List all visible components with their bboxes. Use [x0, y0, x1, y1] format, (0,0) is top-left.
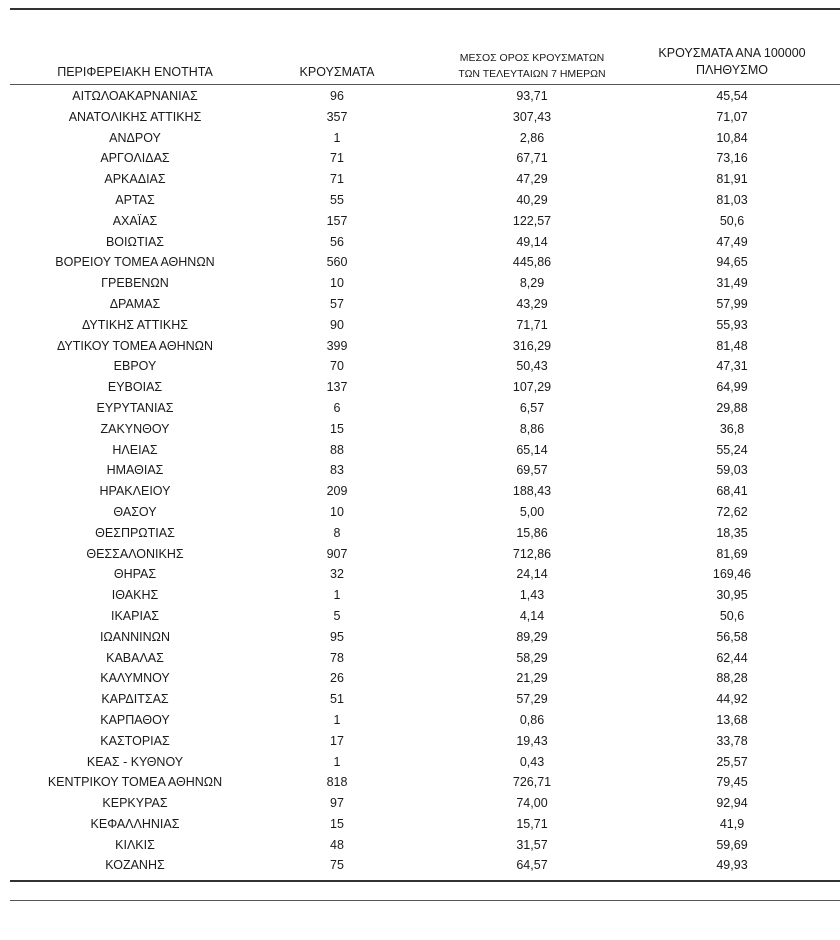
- table-row: [0, 544, 840, 565]
- header-avg-line1: ΜΕΣΟΣ ΟΡΟΣ ΚΡΟΥΣΜΑΤΩΝ: [459, 52, 605, 64]
- region-cell: ΚΙΛΚΙΣ: [115, 837, 155, 852]
- cases-cell: 71: [330, 151, 344, 166]
- table-row: [0, 148, 840, 169]
- cases-per-100000-cell: 169,46: [712, 567, 752, 582]
- cases-per-100000-cell: 81,03: [716, 192, 748, 207]
- region-cell: ΘΕΣΣΑΛΟΝΙΚΗΣ: [86, 546, 184, 561]
- cases-per-100000-cell: 92,94: [716, 796, 748, 811]
- cases-per-100000-cell: 49,93: [716, 858, 748, 873]
- region-cell: ΘΕΣΠΡΩΤΙΑΣ: [95, 525, 175, 540]
- table-header: [0, 0, 840, 84]
- cases-cell: 51: [330, 692, 344, 707]
- header-avg-line2: ΤΩΝ ΤΕΛΕΥΤΑΙΩΝ 7 ΗΜΕΡΩΝ: [458, 68, 606, 80]
- avg-7-days-cell: 67,71: [516, 151, 548, 166]
- region-cell: ΕΥΒΟΙΑΣ: [107, 380, 163, 395]
- cases-cell: 6: [333, 400, 341, 415]
- cases-cell: 10: [330, 504, 344, 519]
- cases-cell: 5: [333, 608, 341, 623]
- avg-7-days-cell: 19,43: [516, 733, 548, 748]
- cases-per-100000-cell: 81,48: [716, 338, 748, 353]
- cases-cell: 560: [326, 255, 348, 270]
- table-row: [0, 731, 840, 752]
- cases-cell: 15: [330, 421, 344, 436]
- cases-cell: 26: [330, 671, 344, 686]
- cases-per-100000-cell: 79,45: [716, 775, 748, 790]
- cases-per-100000-cell: 59,69: [716, 837, 748, 852]
- cases-cell: 71: [330, 172, 344, 187]
- table-row: [0, 814, 840, 835]
- avg-7-days-cell: 57,29: [516, 692, 548, 707]
- avg-7-days-cell: 43,29: [516, 296, 548, 311]
- cases-per-100000-cell: 56,58: [716, 629, 748, 644]
- region-cell: ΓΡΕΒΕΝΩΝ: [101, 276, 169, 291]
- avg-7-days-cell: 307,43: [512, 109, 552, 124]
- table-row: [0, 273, 840, 294]
- table-row: [0, 523, 840, 544]
- region-cell: ΒΟΡΕΙΟΥ ΤΟΜΕΑ ΑΘΗΝΩΝ: [55, 255, 215, 270]
- cases-per-100000-cell: 29,88: [716, 400, 748, 415]
- region-cell: ΘΑΣΟΥ: [113, 504, 157, 519]
- region-cell: ΗΡΑΚΛΕΙΟΥ: [99, 484, 171, 499]
- cases-cell: 357: [326, 109, 348, 124]
- table-row: [0, 440, 840, 461]
- cases-per-100000-cell: 36,8: [719, 421, 745, 436]
- cases-per-100000-cell: 62,44: [716, 650, 748, 665]
- avg-7-days-cell: 74,00: [516, 796, 548, 811]
- avg-7-days-cell: 5,00: [519, 504, 545, 519]
- cases-per-100000-cell: 88,28: [716, 671, 748, 686]
- table-row: [0, 627, 840, 648]
- avg-7-days-cell: 2,86: [519, 130, 545, 145]
- cases-per-100000-cell: 55,24: [716, 442, 748, 457]
- cases-per-100000-cell: 45,54: [716, 89, 748, 103]
- avg-7-days-cell: 89,29: [516, 629, 548, 644]
- cases-cell: 95: [330, 629, 344, 644]
- region-cell: ΖΑΚΥΝΘΟΥ: [100, 421, 170, 436]
- region-cell: ΑΡΚΑΔΙΑΣ: [104, 172, 166, 187]
- region-cell: ΚΕΑΣ - ΚΥΘΝΟΥ: [86, 754, 184, 769]
- avg-7-days-cell: 8,29: [519, 276, 545, 291]
- cases-cell: 97: [330, 796, 344, 811]
- region-cell: ΚΑΒΑΛΑΣ: [106, 650, 164, 665]
- cases-cell: 818: [326, 775, 348, 790]
- avg-7-days-cell: 122,57: [512, 213, 552, 228]
- cases-per-100000-cell: 55,93: [716, 317, 748, 332]
- table-row: [0, 419, 840, 440]
- table-row: [0, 315, 840, 336]
- avg-7-days-cell: 0,43: [519, 754, 545, 769]
- cases-per-100000-cell: 81,91: [716, 172, 748, 187]
- cases-cell: 157: [326, 213, 348, 228]
- cases-cell: 1: [333, 130, 341, 145]
- header-avg-7-days: [432, 50, 632, 82]
- region-cell: ΗΛΕΙΑΣ: [112, 442, 158, 457]
- region-cell: ΚΕΦΑΛΛΗΝΙΑΣ: [90, 816, 180, 831]
- table-row: [0, 835, 840, 856]
- region-cell: ΚΕΝΤΡΙΚΟΥ ΤΟΜΕΑ ΑΘΗΝΩΝ: [47, 775, 223, 790]
- cases-cell: 96: [330, 89, 344, 103]
- cases-cell: 70: [330, 359, 344, 374]
- table-row: [0, 752, 840, 773]
- table-row: [0, 356, 840, 377]
- avg-7-days-cell: 49,14: [516, 234, 548, 249]
- avg-7-days-cell: 21,29: [516, 671, 548, 686]
- region-cell: ΚΕΡΚΥΡΑΣ: [102, 796, 168, 811]
- cases-per-100000-cell: 13,68: [716, 712, 748, 727]
- cases-cell: 15: [330, 816, 344, 831]
- cases-cell: 56: [330, 234, 344, 249]
- cases-cell: 32: [330, 567, 344, 582]
- avg-7-days-cell: 58,29: [516, 650, 548, 665]
- cases-cell: 78: [330, 650, 344, 665]
- table-row: [0, 294, 840, 315]
- cases-per-100000-cell: 41,9: [719, 816, 745, 831]
- cases-per-100000-cell: 50,6: [719, 608, 745, 623]
- region-cell: ΘΗΡΑΣ: [113, 567, 157, 582]
- cases-per-100000-cell: 94,65: [716, 255, 748, 270]
- cases-cell: 55: [330, 192, 344, 207]
- avg-7-days-cell: 712,86: [512, 546, 552, 561]
- avg-7-days-cell: 31,57: [516, 837, 548, 852]
- region-cell: ΑΡΤΑΣ: [115, 192, 155, 207]
- cases-cell: 907: [326, 546, 348, 561]
- region-cell: ΚΑΡΔΙΤΣΑΣ: [101, 692, 169, 707]
- avg-7-days-cell: 65,14: [516, 442, 548, 457]
- avg-7-days-cell: 64,57: [516, 858, 548, 873]
- cases-per-100000-cell: 31,49: [716, 276, 748, 291]
- region-cell: ΚΑΡΠΑΘΟΥ: [100, 712, 170, 727]
- table-row: [0, 502, 840, 523]
- cases-cell: 1: [333, 588, 341, 603]
- table-row: [0, 668, 840, 689]
- header-cases: ΚΡΟΥΣΜΑΤΑ: [299, 65, 375, 79]
- cases-cell: 48: [330, 837, 344, 852]
- avg-7-days-cell: 445,86: [512, 255, 552, 270]
- region-cell: ΑΧΑΪΑΣ: [112, 213, 158, 228]
- avg-7-days-cell: 726,71: [512, 775, 552, 790]
- table-row: [0, 648, 840, 669]
- region-cell: ΕΥΡΥΤΑΝΙΑΣ: [96, 400, 174, 415]
- region-cell: ΕΒΡΟΥ: [113, 359, 157, 374]
- cases-per-100000-cell: 44,92: [716, 692, 748, 707]
- avg-7-days-cell: 69,57: [516, 463, 548, 478]
- cases-cell: 137: [326, 380, 348, 395]
- cases-cell: 88: [330, 442, 344, 457]
- table-row: [0, 585, 840, 606]
- table-row: [0, 564, 840, 585]
- region-cell: ΙΚΑΡΙΑΣ: [110, 608, 160, 623]
- avg-7-days-cell: 15,86: [516, 525, 548, 540]
- cases-cell: 83: [330, 463, 344, 478]
- header-per-line1: ΚΡΟΥΣΜΑΤΑ ΑΝΑ 100000: [658, 46, 806, 60]
- avg-7-days-cell: 4,14: [519, 608, 545, 623]
- region-cell: ΙΘΑΚΗΣ: [111, 588, 159, 603]
- cases-cell: 17: [330, 733, 344, 748]
- table-row: [0, 772, 840, 793]
- avg-7-days-cell: 188,43: [512, 484, 552, 499]
- table-row: [0, 86, 840, 107]
- cases-per-100000-cell: 73,16: [716, 151, 748, 166]
- table-row: [0, 855, 840, 876]
- cases-per-100000-cell: 47,49: [716, 234, 748, 249]
- cases-cell: 399: [326, 338, 348, 353]
- region-cell: ΑΝΑΤΟΛΙΚΗΣ ΑΤΤΙΚΗΣ: [68, 109, 202, 124]
- avg-7-days-cell: 8,86: [519, 421, 545, 436]
- avg-7-days-cell: 316,29: [512, 338, 552, 353]
- avg-7-days-cell: 24,14: [516, 567, 548, 582]
- table-row: [0, 689, 840, 710]
- table-row: [0, 252, 840, 273]
- table-row: [0, 606, 840, 627]
- table-row: [0, 336, 840, 357]
- cases-per-100000-cell: 72,62: [716, 504, 748, 519]
- table-row: [0, 211, 840, 232]
- region-cell: ΔΥΤΙΚΗΣ ΑΤΤΙΚΗΣ: [82, 317, 188, 332]
- cases-per-100000-cell: 57,99: [716, 296, 748, 311]
- region-cell: ΑΡΓΟΛΙΔΑΣ: [100, 151, 170, 166]
- cases-per-100000-cell: 81,69: [716, 546, 748, 561]
- table-row: [0, 793, 840, 814]
- table-row: [0, 169, 840, 190]
- table-row: [0, 107, 840, 128]
- table-row: [0, 232, 840, 253]
- region-cell: ΑΝΔΡΟΥ: [109, 130, 161, 145]
- avg-7-days-cell: 15,71: [516, 816, 548, 831]
- cases-cell: 209: [326, 484, 348, 499]
- bottom-rule: [10, 880, 840, 882]
- region-cell: ΔΡΑΜΑΣ: [109, 296, 161, 311]
- table-row: [0, 190, 840, 211]
- header-cases-per-100000: [632, 45, 832, 79]
- cases-cell: 90: [330, 317, 344, 332]
- table-row: [0, 128, 840, 149]
- avg-7-days-cell: 40,29: [516, 192, 548, 207]
- footer-rule: [10, 900, 840, 901]
- header-rule: [10, 84, 840, 85]
- table-row: [0, 398, 840, 419]
- cases-per-100000-cell: 59,03: [716, 463, 748, 478]
- table-row: [0, 710, 840, 731]
- region-cell: ΒΟΙΩΤΙΑΣ: [105, 234, 165, 249]
- cases-per-100000-cell: 47,31: [716, 359, 748, 374]
- cases-cell: 10: [330, 276, 344, 291]
- region-cell: ΚΟΖΑΝΗΣ: [105, 858, 165, 873]
- table-row: [0, 481, 840, 502]
- cases-per-100000-cell: 30,95: [716, 588, 748, 603]
- cases-per-100000-cell: 50,6: [719, 213, 745, 228]
- region-cell: ΗΜΑΘΙΑΣ: [106, 463, 164, 478]
- cases-cell: 8: [333, 525, 341, 540]
- avg-7-days-cell: 0,86: [519, 712, 545, 727]
- cases-per-100000-cell: 71,07: [716, 109, 748, 124]
- cases-cell: 57: [330, 296, 344, 311]
- region-cell: ΙΩΑΝΝΙΝΩΝ: [99, 629, 171, 644]
- avg-7-days-cell: 50,43: [516, 359, 548, 374]
- avg-7-days-cell: 107,29: [512, 380, 552, 395]
- cases-cell: 1: [333, 712, 341, 727]
- table-row: [0, 460, 840, 481]
- header-region: ΠΕΡΙΦΕΡΕΙΑΚΗ ΕΝΟΤΗΤΑ: [57, 65, 213, 79]
- cases-per-100000-cell: 25,57: [716, 754, 748, 769]
- cases-per-100000-cell: 18,35: [716, 525, 748, 540]
- avg-7-days-cell: 6,57: [519, 400, 545, 415]
- avg-7-days-cell: 71,71: [516, 317, 548, 332]
- region-cell: ΚΑΛΥΜΝΟΥ: [100, 671, 170, 686]
- region-cell: ΔΥΤΙΚΟΥ ΤΟΜΕΑ ΑΘΗΝΩΝ: [56, 338, 214, 353]
- region-cell: ΑΙΤΩΛΟΑΚΑΡΝΑΝΙΑΣ: [72, 89, 198, 103]
- cases-per-100000-cell: 68,41: [716, 484, 748, 499]
- region-cell: ΚΑΣΤΟΡΙΑΣ: [100, 733, 170, 748]
- header-per-line2: ΠΛΗΘΥΣΜΟ: [696, 63, 768, 77]
- cases-per-100000-cell: 33,78: [716, 733, 748, 748]
- avg-7-days-cell: 1,43: [519, 588, 545, 603]
- avg-7-days-cell: 47,29: [516, 172, 548, 187]
- cases-cell: 1: [333, 754, 341, 769]
- cases-per-100000-cell: 10,84: [716, 130, 748, 145]
- avg-7-days-cell: 93,71: [516, 89, 548, 103]
- table-body: [0, 86, 840, 876]
- table-row: [0, 377, 840, 398]
- cases-cell: 75: [330, 858, 344, 873]
- cases-per-100000-cell: 64,99: [716, 380, 748, 395]
